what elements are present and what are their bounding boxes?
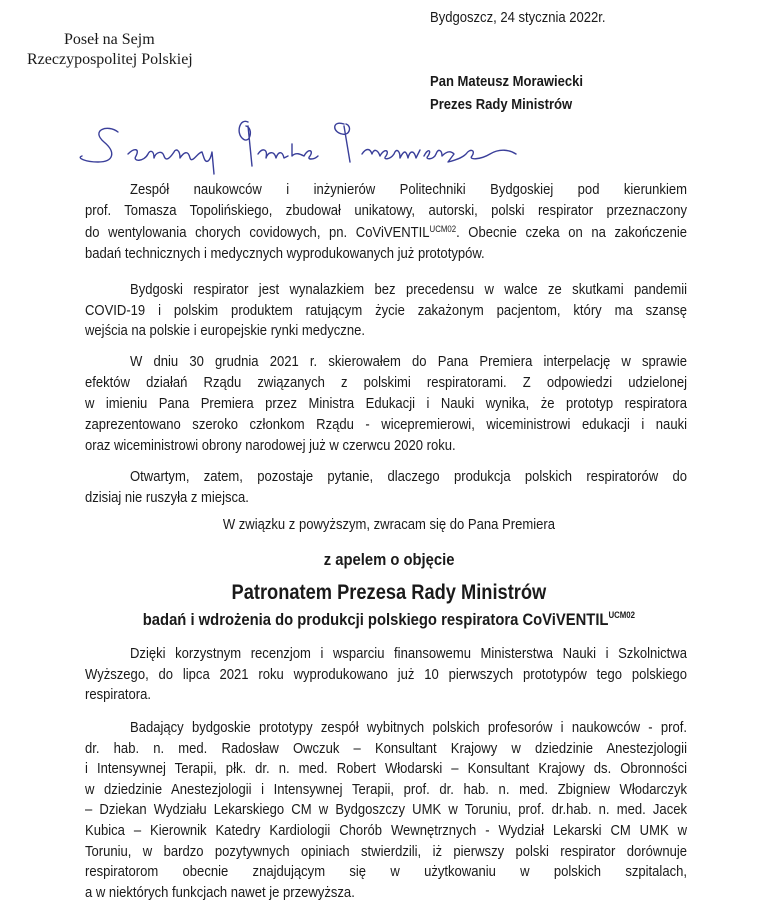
paragraph-6-line: Badający bydgoskie prototypy zespół wybitnych polskich profesorów i naukowców - prof.: [130, 719, 687, 736]
line-after: . Obecnie czeka on na zakończenie: [456, 223, 687, 241]
paragraph-2-line: Bydgoski respirator jest wynalazkiem bez precedensu w walce ze skutkami pandemii: [130, 281, 687, 298]
sender-line-2: Rzeczypospolitej Polskiej: [27, 51, 193, 68]
appeal-line-text: z apelem o objęcie: [323, 550, 455, 569]
paragraph-2-line: wejścia na polskie i europejskie rynki medyczne.: [85, 322, 365, 339]
paragraph-3-line: w imieniu Pana Premiera przez Ministra Edukacji i Nauki wynika, że prototyp respiratora: [85, 395, 687, 412]
handwritten-salutation: [70, 118, 530, 178]
paragraph-2-line: COVID-19 i polskim produktem ratującym życie zakażonym pacjentom, który ma szansę: [85, 301, 687, 319]
paragraph-1-line: [85, 223, 687, 243]
paragraph-6-line: – Dziekan Wydziału Lekarskiego CM w Bydgoszczy UMK w Toruniu, prof. dr.hab. n. med. Jacek: [85, 801, 687, 819]
paragraph-3-line: oraz wiceministrowi obrony narodowej już w czerwcu 2020 roku.: [85, 437, 456, 454]
appeal-subject-text: badań i wdrożenia do produkcji polskiego respiratora CoViVENTIL: [142, 610, 609, 629]
paragraph-4-line: dzisiaj nie ruszyła z miejsca.: [85, 489, 249, 506]
paragraph-5-line: respiratora.: [85, 686, 152, 703]
recipient-name: Pan Mateusz Morawiecki: [430, 73, 584, 90]
paragraph-3-line: efektów działań Rządu związanych z polskimi respiratorami. Z odpowiedzi udzielonej: [85, 374, 687, 391]
appeal-title: [0, 580, 759, 606]
paragraph-6-line: Kubica – Kierownik Katedry Kardiologii Chorób Wewnętrznych - Wydział Lekarski CM UMK w: [85, 822, 687, 839]
appeal-title-text: Patronatem Prezesa Rady Ministrów: [231, 581, 547, 604]
paragraph-5-line: Dzięki korzystnym recenzjom i wsparciu finansowemu Ministerstwa Nauki i Szkolnictwa: [130, 645, 687, 662]
line-sup: UCM02: [429, 223, 457, 234]
paragraph-6-line: i Intensywnej Terapii, płk. dr. n. med. Robert Włodarski – Konsultant Krajowy ds. Obronności: [85, 760, 687, 778]
paragraph-4-line: Otwartym, zatem, pozostaje pytanie, dlaczego produkcja polskich respiratorów do: [130, 468, 687, 485]
paragraph-1-line: prof. Tomasza Topolińskiego, zbudował unikatowy, autorski, polski respirator przeznaczony: [85, 202, 687, 220]
paragraph-3-line: zaprezentowano szeroko członkom Rządu - wicepremierowi, wiceministrowi edukacji i nauki: [85, 416, 687, 433]
paragraph-6-line: a w niektórych funkcjach nawet je przewyższa.: [85, 883, 355, 901]
appeal-subject: [0, 609, 759, 631]
appeal-line: [0, 549, 759, 571]
appeal-subject-sup: UCM02: [608, 610, 636, 620]
paragraph-6-line: respiratorom obecnie znajdującym się w użytkowaniu w polskich szpitalach,: [85, 863, 687, 881]
appeal-intro-text: W związku z powyższym, zwracam się do Pana Premiera: [222, 516, 556, 533]
sender-line-1: Poseł na Sejm: [64, 31, 155, 48]
paragraph-1-line: Zespół naukowców i inżynierów Politechniki Bydgoskiej pod kierunkiem: [130, 181, 687, 198]
paragraph-5-line: Wyższego, do lipca 2021 roku wyprodukowano już 10 pierwszych prototypów tego polskiego: [85, 665, 687, 683]
paragraph-1-line: badań technicznych i medycznych wyprodukowanych już prototypów.: [85, 244, 485, 262]
line-before: do wentylowania chorych covidowych, pn. CoViVENTIL: [85, 223, 430, 241]
place-date: Bydgoszcz, 24 stycznia 2022r.: [430, 9, 606, 26]
appeal-intro: [0, 515, 759, 535]
paragraph-3-line: W dniu 30 grudnia 2021 r. skierowałem do Pana Premiera interpelację w sprawie: [130, 353, 687, 370]
paragraph-6-line: dr. hab. n. med. Radosław Owczuk – Konsultant Krajowy w dziedzinie Anestezjologii: [85, 739, 687, 757]
paragraph-6-line: Toruniu, w bardzo pozytywnych opiniach stwierdzili, iż pierwszy polski respirator dorównuje: [85, 842, 687, 860]
paragraph-6-line: w dziedzinie Anestezjologii i Intensywnej Terapii, prof. dr. hab. n. med. Zbigniew Włodarczyk: [85, 780, 687, 798]
recipient-title: Prezes Rady Ministrów: [430, 96, 573, 113]
